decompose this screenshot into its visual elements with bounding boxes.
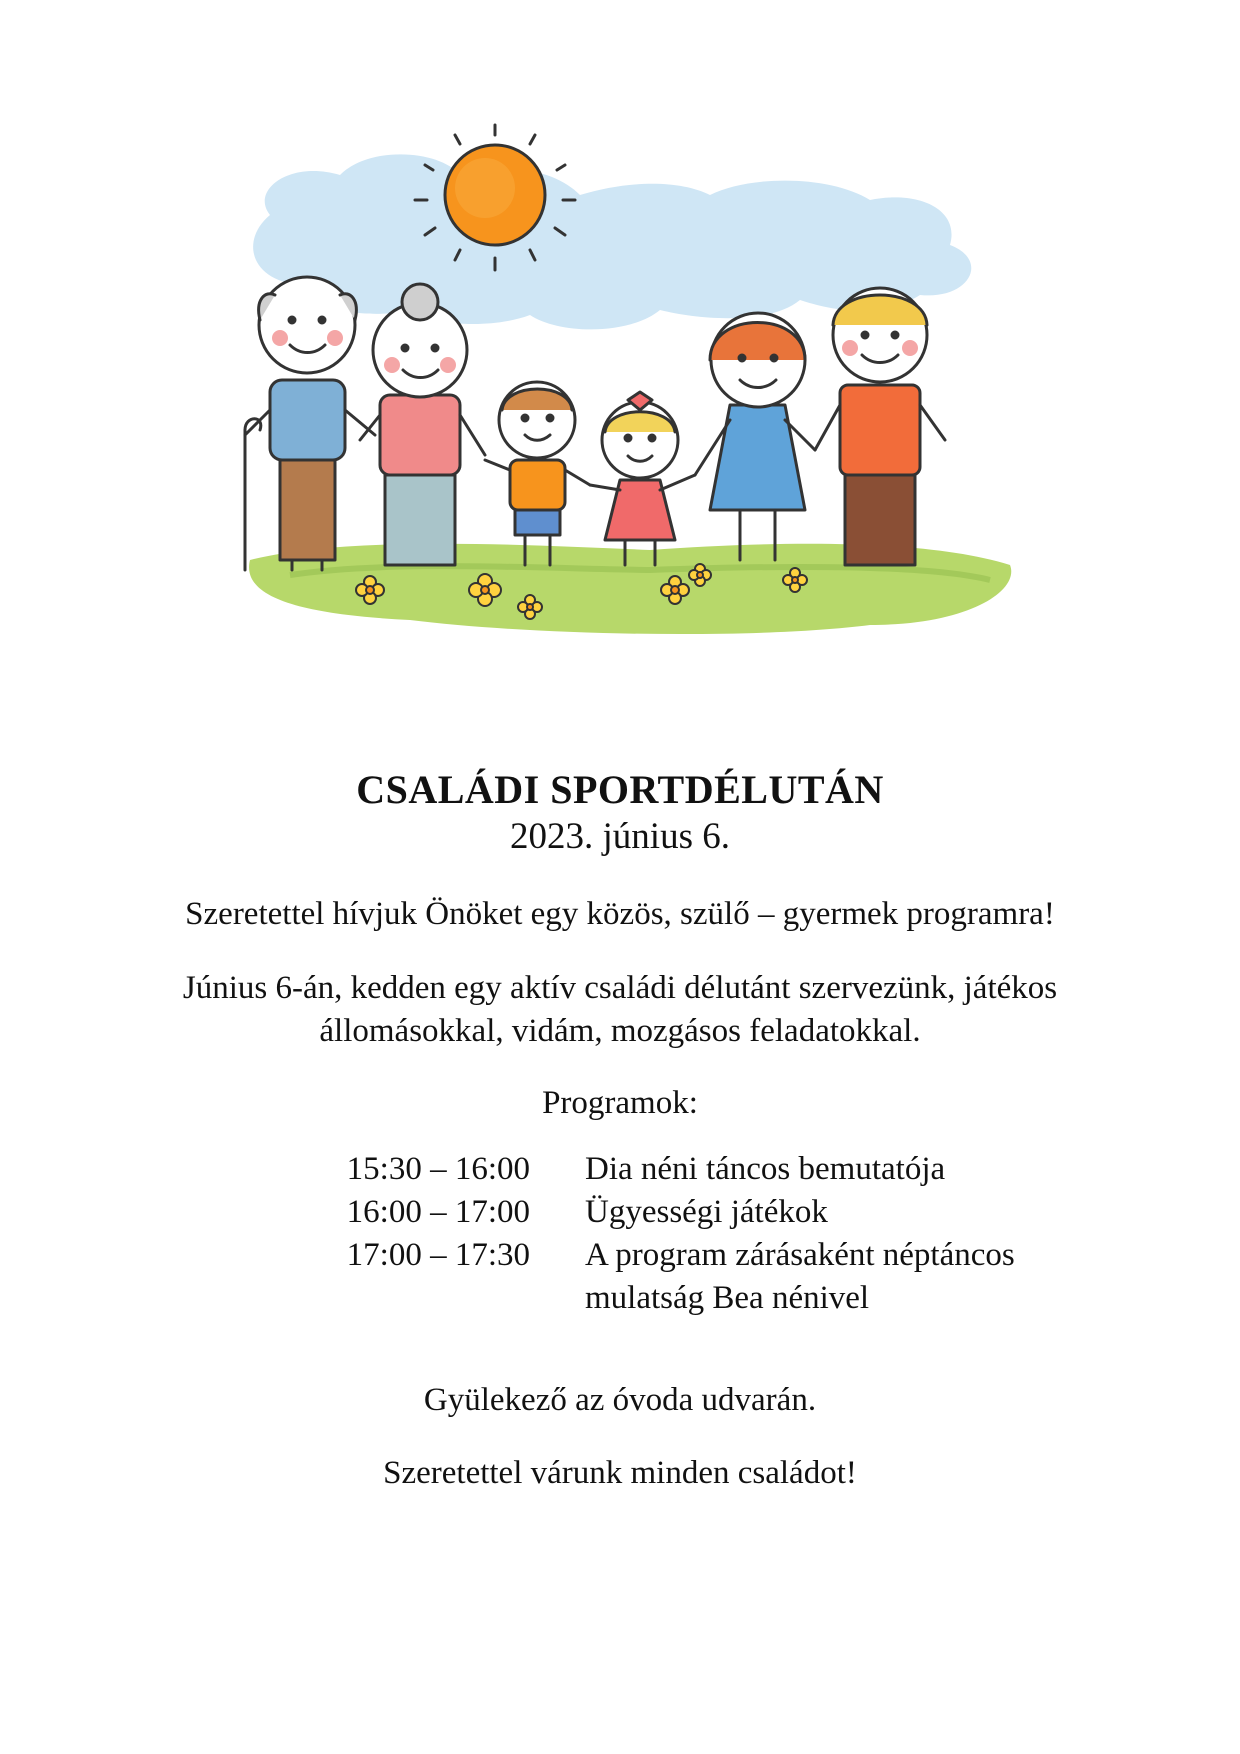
girl-figure — [590, 392, 695, 565]
schedule-activity: Dia néni táncos bemutatója — [585, 1151, 946, 1187]
meeting-point: Gyülekező az óvoda udvarán. — [423, 1382, 817, 1418]
event-date: 2023. június 6. — [510, 816, 730, 857]
closing-text: Szeretettel várunk minden családot! — [383, 1455, 857, 1491]
mom-figure — [695, 313, 815, 560]
dad-figure — [815, 288, 945, 565]
description-line: állomásokkal, vidám, mozgásos feladatokkal. — [319, 1013, 921, 1049]
schedule-row — [0, 1148, 1240, 1191]
schedule-time: 17:00 – 17:30 — [346, 1237, 530, 1273]
schedule-activity-continued: mulatság Bea nénivel — [585, 1280, 870, 1316]
invitation-text: Szeretettel hívjuk Önöket egy közös, szülő – gyermek programra! — [185, 896, 1055, 932]
schedule-row — [0, 1234, 1240, 1320]
boy-figure — [485, 382, 590, 565]
schedule-row — [0, 1191, 1240, 1234]
schedule-time: 16:00 – 17:00 — [346, 1194, 530, 1230]
schedule-activity: A program zárásaként néptáncos — [585, 1237, 1015, 1273]
family-illustration — [230, 120, 1030, 700]
page-title: CSALÁDI SPORTDÉLUTÁN — [356, 767, 884, 812]
schedule-time: 15:30 – 16:00 — [346, 1151, 530, 1187]
schedule-activity: Ügyességi játékok — [585, 1194, 828, 1230]
grandma-figure — [360, 284, 485, 565]
programs-heading: Programok: — [542, 1085, 698, 1121]
event-description — [0, 967, 1240, 1053]
grandpa-figure — [245, 277, 375, 570]
description-line: Június 6-án, kedden egy aktív családi délutánt szervezünk, játékos — [182, 970, 1058, 1006]
